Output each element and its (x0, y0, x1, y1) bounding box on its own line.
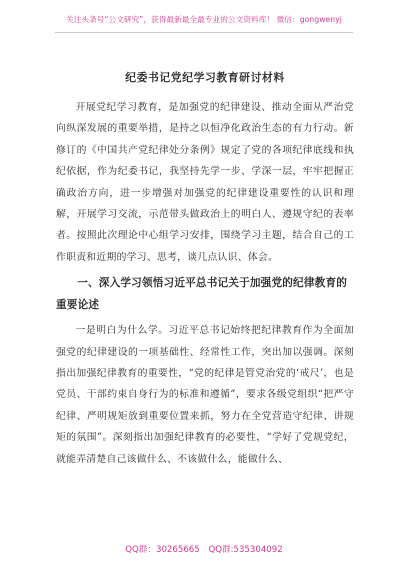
header-divider (55, 32, 353, 33)
document-body (56, 70, 354, 470)
section-heading: 一、深入学习领悟习近平总书记关于加强党的纪律教育的重要论述 (56, 277, 348, 312)
footer-contact (0, 543, 408, 555)
footer-qq-group-2: QQ群:535304092 (208, 545, 283, 555)
footer-qq-group-1: QQ群：30265665 (125, 545, 200, 555)
document-title: 纪委书记党纪学习教育研讨材料 (125, 71, 285, 84)
intro-paragraph: 开展党纪学习教育，是加强党的纪律建设、推动全面从严治党向纵深发展的重要举措，是持之以恒净化政治生态的有力行动。新修订的《中国共产党纪律处分条例》规定了党的各项纪律底线和执纪依据，作为纪委书记，我坚持先学一步、学深一层，牢牢把握正确政治方向，进一步增强对加强党的纪律建设重要性的认识和理解，开展学习交流，示范带头做政治上的明白人、遵规守纪的表率者。按照此次理论中心组学习安排，围绕学习主题，结合自己的工作职责和近期的学习、思考，谈几点认识、体会。 (56, 102, 354, 263)
header-banner: 关注头条号“公文研究”，获得最新最全最专业的公文资料库！ 微信：gongwenyj (66, 15, 342, 24)
section-paragraph: 一是明白为什么学。习近平总书记始终把纪律教育作为全面加强党的纪律建设的一项基础性、经常性工作，突出加以强调。深刻指出加强纪律教育的重要性，“党的纪律是管党治党的‘戒尺’，也是党员、干部约束自身行为的标准和遵循”，要求各级党组织“把严守纪律、严明规矩放到重要位置来抓，努力在全党营造守纪律、讲规矩的氛围”。深刻指出加强纪律教育的必要性，“学好了党规党纪，就能弄清楚自己该做什么、不该做什么，能做什么、 (56, 325, 354, 465)
